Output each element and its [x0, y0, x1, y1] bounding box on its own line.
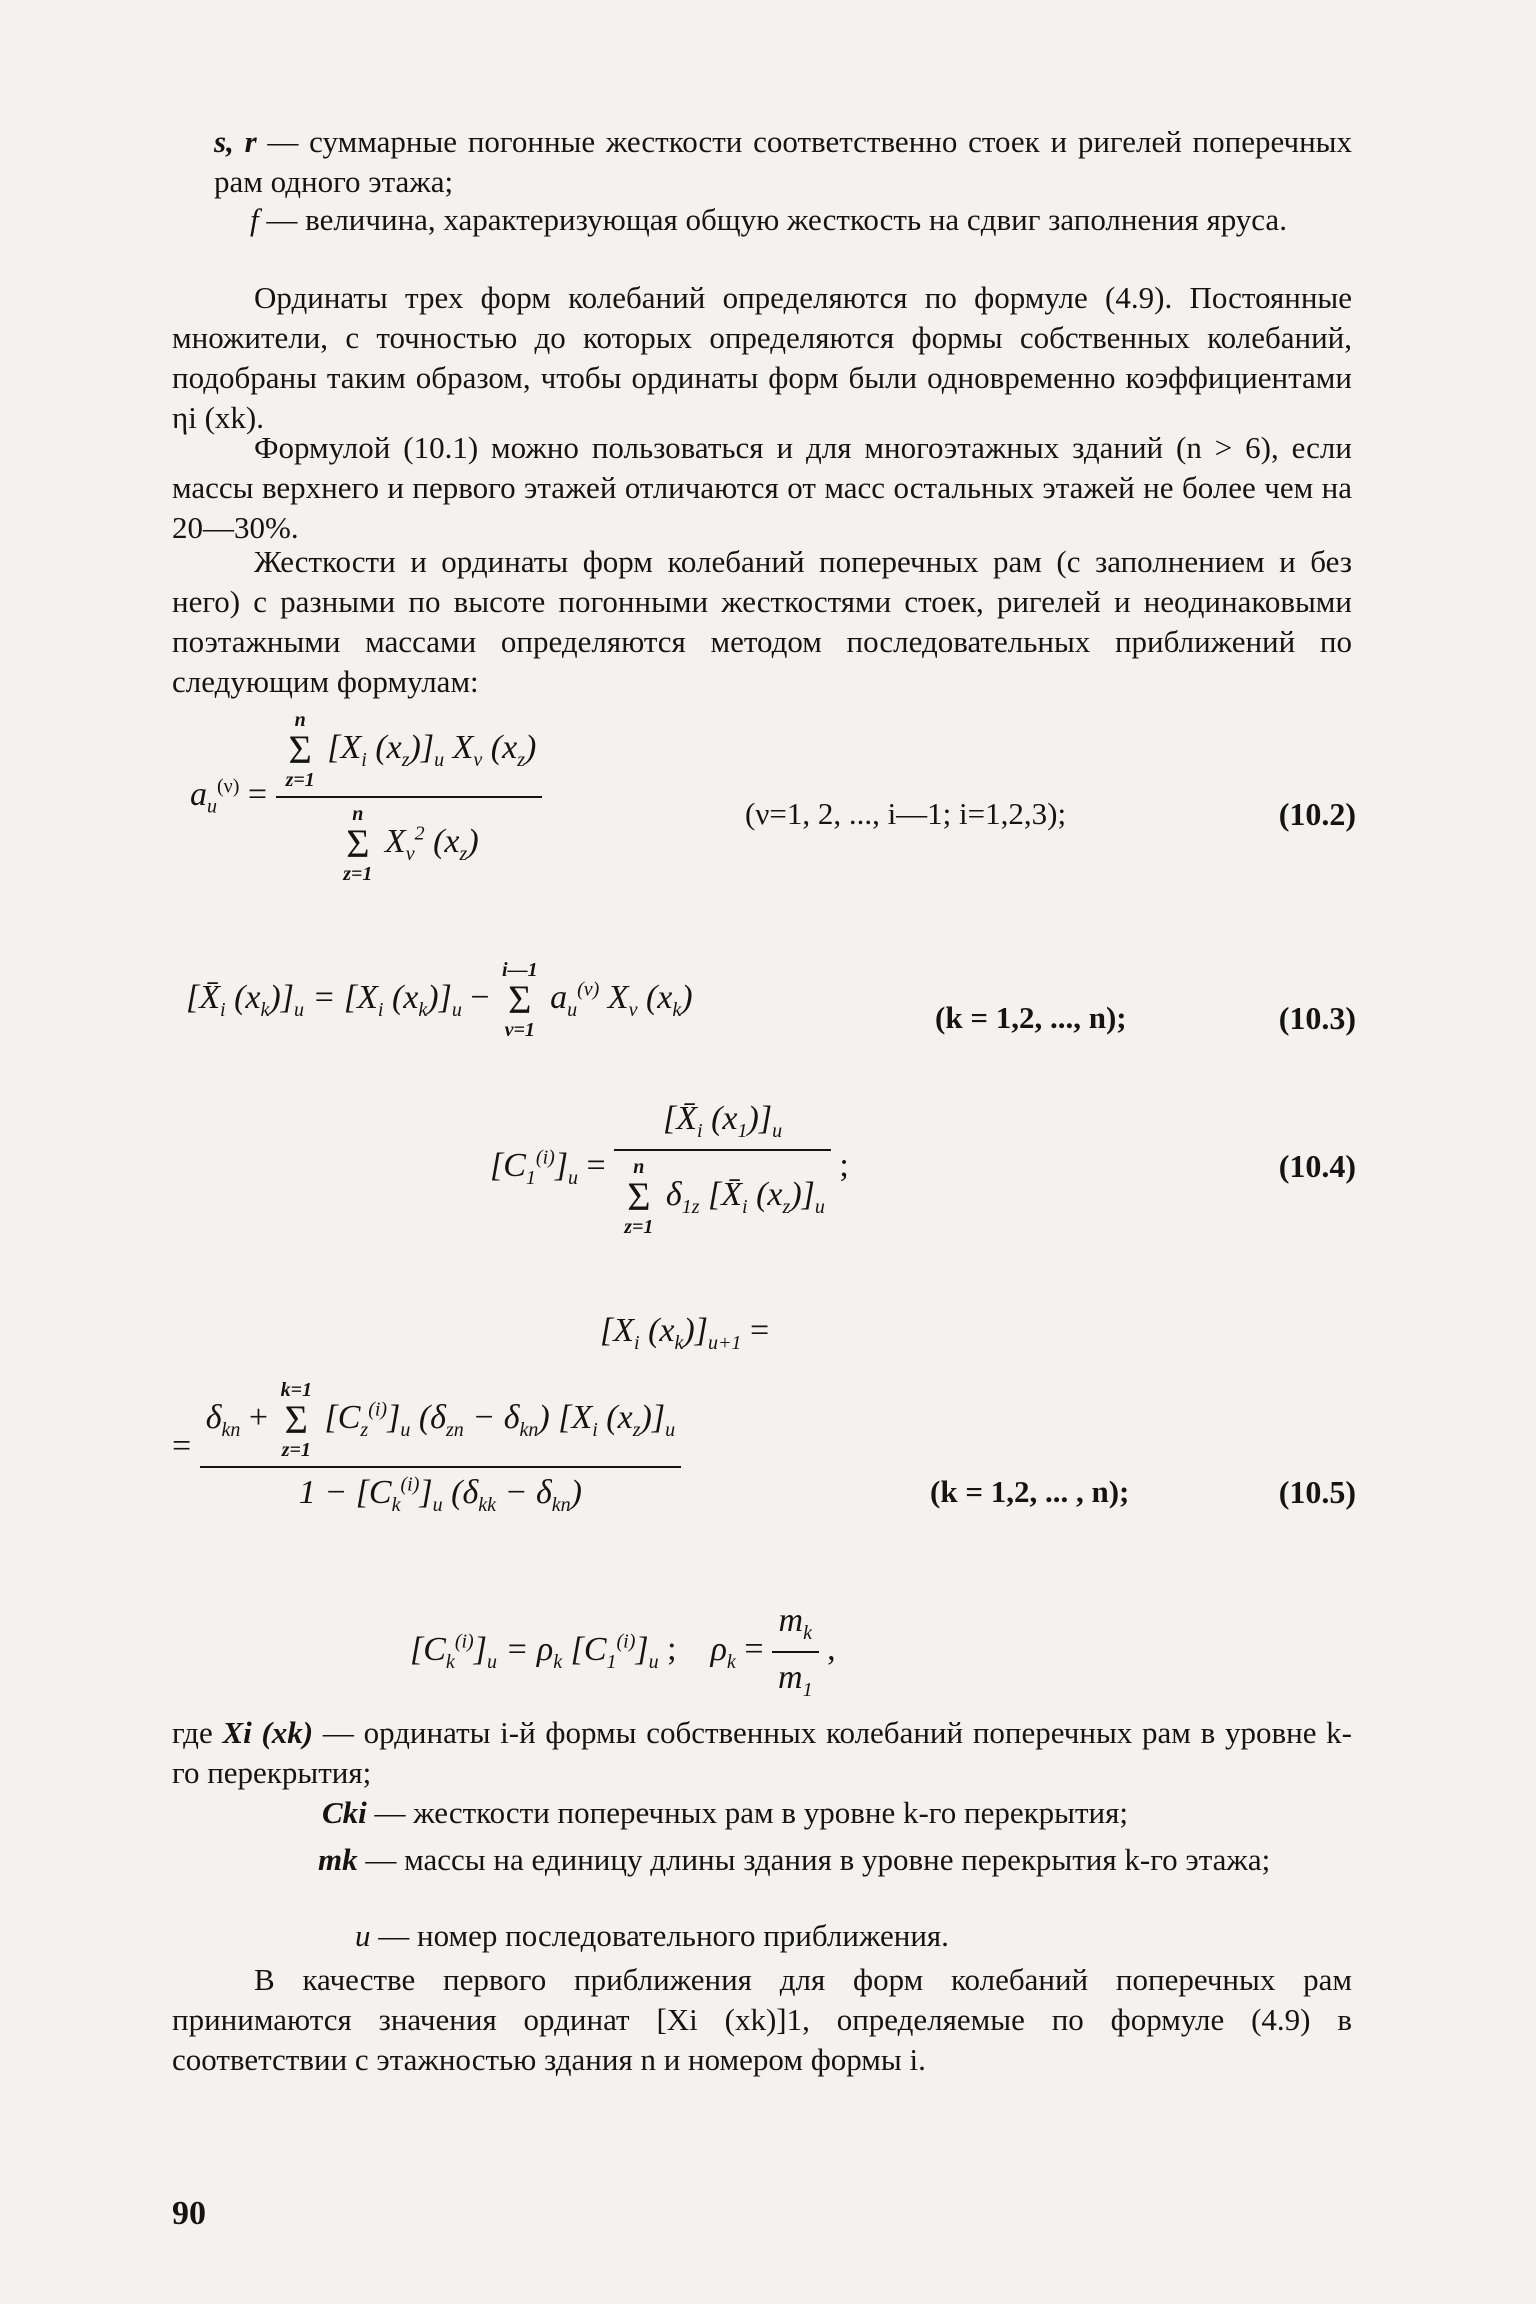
definition-where — [172, 1713, 1352, 1793]
equation-number-10-3: (10.3) — [1278, 1000, 1356, 1036]
page-number: 90 — [172, 2195, 206, 2232]
definition-term: Xi (xk) — [222, 1715, 314, 1750]
equation-10-4: $[C_1^{(i)}]_u$ = [$X̄_i$ $(x_1)]_u$ n Σ z=1 $\delta_{1z}$ [$X̄_i$ $(x_z)]_u$ ; — [490, 1100, 849, 1238]
equation-10-2-condition: (ν=1, 2, ..., i—1; i=1,2,3); — [745, 796, 1067, 831]
equation-10-3: [$X̄_i$ $(x_k)]_u = [X_i$ $(x_k)]_u$ − i—1 Σ ν=1 $a_u^{(\nu)}$ $X_\nu$ $(x_k)$ — [186, 959, 693, 1041]
equation-10-5-condition: (k = 1,2, ... , n); — [930, 1474, 1130, 1509]
definition-term: u — [355, 1918, 371, 1953]
equation-10-3-condition: (k = 1,2, ..., n); — [935, 1000, 1127, 1035]
equation-10-5-lhs: [$X_i$ $(x_k)]_{u+1}$ = — [600, 1312, 770, 1354]
definition-text: — жесткости поперечных рам в уровне k-го перекрытия; — [374, 1795, 1129, 1830]
where-label: где — [172, 1715, 213, 1750]
equation-10-2: $a_u^{(\nu)}$ = n Σ z=1 [$X_i$ $(x_z)]_u$ $X_\nu$ $(x_z)$ n Σ z=1 $X_\nu^2$ $(x_z)$ — [190, 710, 542, 884]
definition-s-r — [214, 122, 1352, 202]
definition-text: — величина, характеризующая общую жесткость на сдвиг заполнения яруса. — [266, 202, 1287, 237]
paragraph-first-approximation: В качестве первого приближения для форм колебаний поперечных рам принимаются значения ординат [Xi (xk)]1, определяемые по формуле (4.9) в соответствии с этажностью здания n и номером формы i. — [172, 1962, 1352, 2077]
definition-text: — номер последовательного приближения. — [378, 1918, 949, 1953]
definition-m — [318, 1840, 1352, 1880]
definition-text: — суммарные погонные жесткости соответственно стоек и ригелей поперечных рам одного этажа; — [214, 124, 1352, 199]
equation-number-10-5: (10.5) — [1278, 1474, 1356, 1510]
equation-10-5: = $\delta_{kn}$ + k=1 Σ z=1 $[C_z^{(i)}]_u$ $(\delta_{zn} - \delta_{kn})$ [$X_i$ $(x_z)]_u$ $1 - [C_k^{(i)}]_u$ $(\delta_{kk} - \delta_{kn})$ — [172, 1380, 681, 1517]
definition-c — [322, 1793, 1352, 1833]
equation-number-10-2: (10.2) — [1278, 796, 1356, 832]
equation-stiffness-relation: $[C_k^{(i)}]_u = \rho_k$ $[C_1^{(i)}]_u$ ; $\rho_k$ = $\frac{m_k}{m_1}$ , — [410, 1602, 836, 1701]
equation-number-10-4: (10.4) — [1278, 1148, 1356, 1184]
definition-f — [250, 200, 1352, 240]
paragraph-method: Жесткости и ординаты форм колебаний поперечных рам (с заполнением и без него) с разными по высоте погонными жесткостями стоек, ригелей и неодинаковыми поэтажными массами определяются методом последовательных приближений по следующим формулам: — [172, 544, 1352, 699]
definition-term: f — [250, 202, 259, 237]
definition-text: — ординаты i-й формы собственных колебаний поперечных рам в уровне k-го перекрытия; — [172, 1715, 1353, 1790]
paragraph-formula-applicability: Формулой (10.1) можно пользоваться и для многоэтажных зданий (n > 6), если массы верхнего и первого этажей отличаются от масс остальных этажей не более чем на 20—30%. — [172, 430, 1352, 545]
definition-term: Cki — [322, 1795, 367, 1830]
definition-term: s, r — [214, 124, 257, 159]
definition-text: — массы на единицу длины здания в уровне перекрытия k-го этажа; — [365, 1842, 1271, 1877]
definition-term: mk — [318, 1842, 358, 1877]
paragraph-forms: Ординаты трех форм колебаний определяются по формуле (4.9). Постоянные множители, с точностью до которых определяются формы собственных колебаний, подобраны таким образом, чтобы ординаты форм были одновременно коэффициентами ηi (xk). — [172, 280, 1352, 435]
definition-u — [355, 1916, 1352, 1956]
